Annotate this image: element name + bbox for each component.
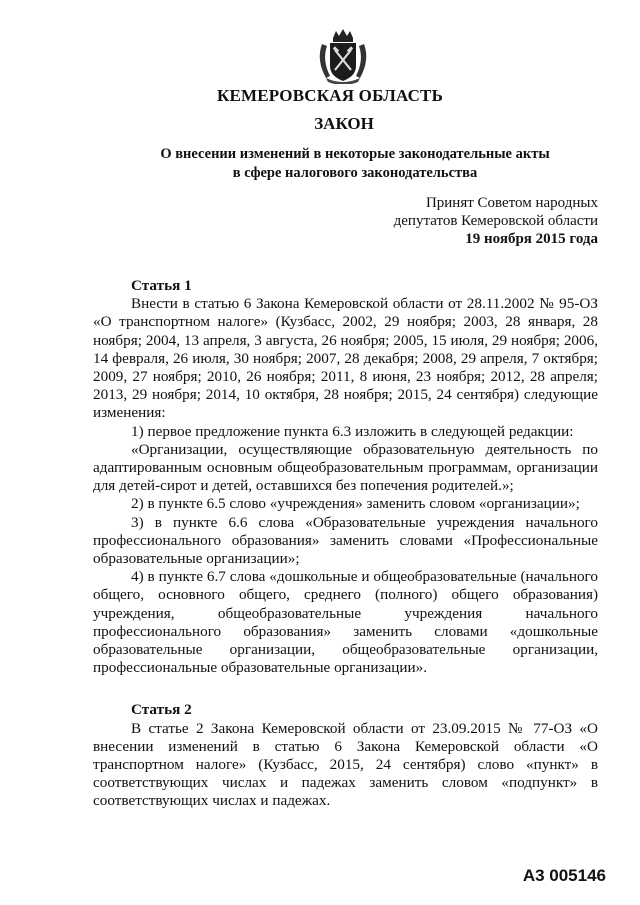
article-1-item-2: 2) в пункте 6.5 слово «учреждения» заменить словом «организации»; [131, 495, 580, 513]
article-1-item-3: 3) в пункте 6.6 слова «Образовательные учреждения начального профессионального образования» заменить словами «Профессиональные образовательные организации»; [93, 513, 598, 568]
article-2-text: В статье 2 Закона Кемеровской области от 23.09.2015 № 77-ОЗ «О внесении изменений в статью 6 Закона Кемеровской области «О транспортном налоге» (Кузбасс, 2015, 24 сентября) слово «пункт» в соответствующих числах и падежах заменить словом «подпункт» в соответствующих числах и падежах. [93, 719, 598, 810]
law-title [100, 145, 610, 183]
document-type-heading: ЗАКОН [314, 114, 374, 133]
adoption-date: 19 ноября 2015 года [465, 231, 598, 247]
adoption-block [394, 194, 598, 248]
adoption-line-1: Принят Советом народных [425, 195, 598, 211]
article-1-item-1-quote: «Организации, осуществляющие образовательную деятельность по адаптированным основным общеобразовательным программам, организации для детей-сирот и детей, оставшихся без попечения родителей.»; [93, 440, 598, 495]
law-title-line-2: в сфере налогового законодательства [232, 165, 478, 181]
region-heading: КЕМЕРОВСКАЯ ОБЛАСТЬ [216, 86, 444, 105]
article-1-intro: Внести в статью 6 Закона Кемеровской области от 28.11.2002 № 95-ОЗ «О транспортном налоге» (Кузбасс, 2002, 29 ноября; 2003, 28 января, 28 ноября; 2004, 13 апреля, 3 августа, 26 ноября; 2005, 15 июля, 29 ноября; 2006, 14 февраля, 26 июля, 30 ноября; 2007, 28 декабря; 2008, 29 апреля, 7 октября; 2009, 27 ноября; 2010, 26 ноября; 2011, 8 июня, 23 ноября; 2012, 28 апреля; 2013, 29 ноября; 2014, 10 октября, 28 ноября; 2015, 24 сентября) следующие изменения: [93, 295, 598, 422]
form-serial-number: А3 005146 [522, 866, 606, 885]
article-1-item-4: 4) в пункте 6.7 слова «дошкольные и общеобразовательные (начального общего, основного общего, среднего (полного) общего образования) учреждения, общеобразовательные учреждения начального профессионального образования» заменить словами «дошкольные образовательные организации, общеобразовательные организации, профессиональные образовательные организации». [93, 568, 598, 677]
article-1-item-1: 1) первое предложение пункта 6.3 изложить в следующей редакции: [131, 422, 574, 440]
article-2-heading: Статья 2 [131, 701, 192, 719]
article-spacer [93, 677, 598, 699]
kemerovo-coat-of-arms-icon [314, 28, 372, 84]
law-title-line-1: О внесении изменений в некоторые законодательные акты [160, 146, 550, 162]
adoption-line-2: депутатов Кемеровской области [393, 213, 598, 229]
document-body [93, 275, 598, 811]
article-1-heading: Статья 1 [131, 277, 192, 294]
